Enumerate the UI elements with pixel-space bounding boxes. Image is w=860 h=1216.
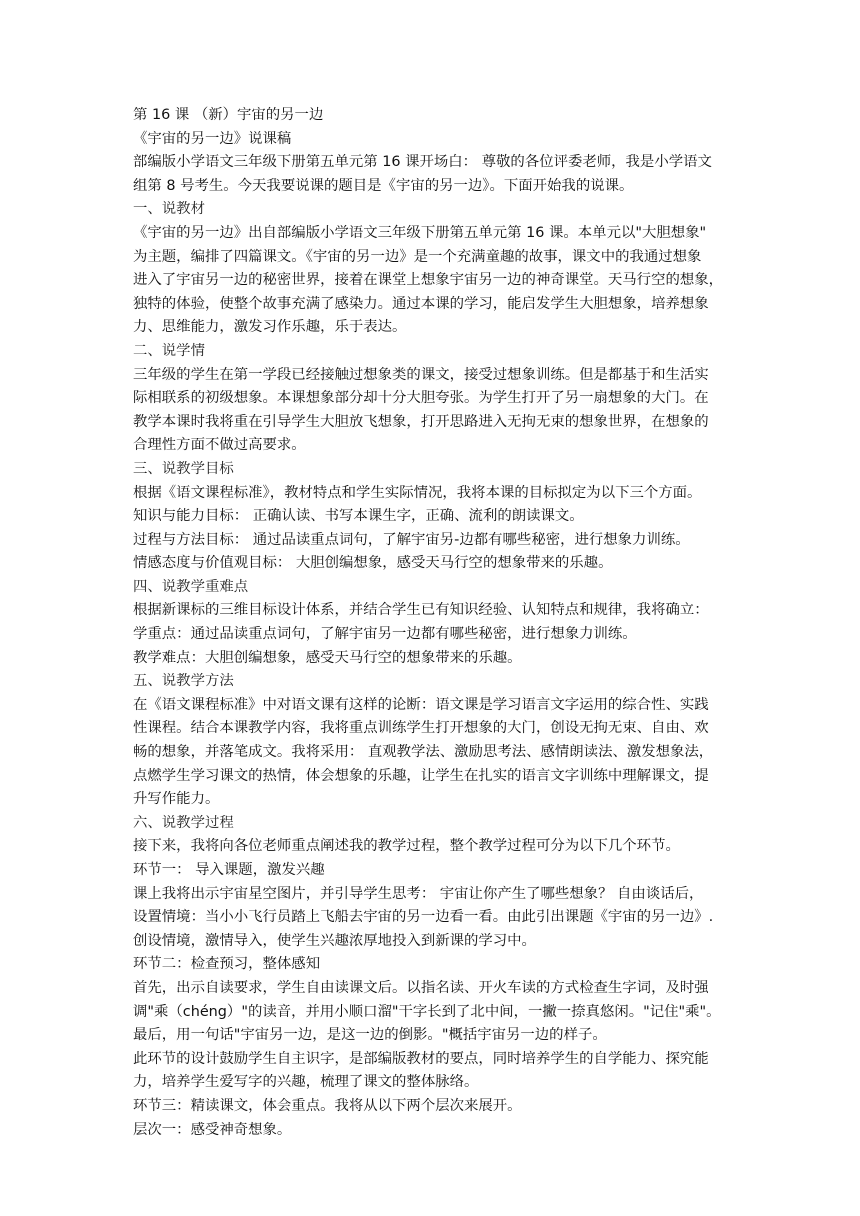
step-one-heading: 环节一： 导入课题，激发兴趣	[133, 862, 325, 878]
students-paragraph-line: 合理性方面不做过高要求。	[133, 437, 306, 454]
objective-process: 过程与方法目标： 通过品读重点词句，了解宇宙另-边都有哪些秘密，进行想象力训练。	[133, 531, 690, 548]
textbook-paragraph-line: 独特的体验，使整个故事充满了感染力。通过本课的学习，能启发学生大胆想象，培养想象	[133, 295, 709, 312]
opening-paragraph-line: 部编版小学语文三年级下册第五单元第 16 课开场白： 尊敬的各位评委老师，我是小学语文	[133, 154, 712, 171]
key-points-paragraph-line: 根据新课标的三维目标设计体系，并结合学生已有知识经验、认知特点和规律，我将确立：	[133, 602, 709, 619]
section-heading-objectives: 三、说教学目标	[133, 460, 234, 477]
section-heading-students: 二、说学情	[133, 342, 205, 359]
step-one-paragraph-line: 课上我将出示宇宙星空图片，并引导学生思考： 宇宙让你产生了哪些想象？ 自由谈话后，	[133, 885, 704, 902]
students-paragraph-line: 际相联系的初级想象。本课想象部分却十分大胆夸张。为学生打开了另一扇想象的大门。在	[133, 390, 709, 407]
level-one-heading: 层次一：感受神奇想象。	[133, 1121, 292, 1138]
key-point-difficulty: 教学难点：大胆创编想象，感受天马行空的想象带来的乐趣。	[133, 649, 522, 666]
textbook-paragraph-line: 为主题，编排了四篇课文。《宇宙的另一边》是一个充满童趣的故事，课文中的我通过想象	[133, 248, 702, 265]
document-page	[133, 104, 733, 1142]
methods-paragraph-line: 升写作能力。	[133, 791, 220, 808]
step-two-paragraph-line: 首先，出示自读要求，学生自由读课文后。以指名读、开火车读的方式检查生字词，及时强	[133, 979, 709, 996]
objective-knowledge: 知识与能力目标： 正确认读、书写本课生字，正确、流利的朗读课文。	[133, 508, 584, 525]
objective-emotion: 情感态度与价值观目标： 大胆创编想象，感受天马行空的想象带来的乐趣。	[133, 555, 613, 572]
textbook-paragraph-line: 进入了宇宙另一边的秘密世界，接着在课堂上想象宇宙另一边的神奇课堂。天马行空的想象，	[133, 272, 724, 289]
process-intro-line: 接下来，我将向各位老师重点阐述我的教学过程，整个教学过程可分为以下几个环节。	[133, 838, 680, 855]
section-heading-key-points: 四、说教学重难点	[133, 578, 249, 595]
section-heading-textbook: 一、说教材	[133, 201, 205, 218]
step-two-paragraph-line: 调"乘（chéng）"的读音，并用小顺口溜"干字长到了北中间，一撇一捺真悠闲。"记住"乘"。	[133, 1003, 721, 1020]
lesson-title: 第 16 课 （新）宇宙的另一边	[133, 107, 324, 123]
step-two-summary-line: 力，培养学生爱写字的兴趣，梳理了课文的整体脉络。	[133, 1074, 479, 1091]
document-subtitle: 《宇宙的另一边》说课稿	[133, 130, 292, 147]
textbook-paragraph-line: 《宇宙的另一边》出自部编版小学语文三年级下册第五单元第 16 课。本单元以"大胆想象"	[133, 224, 707, 241]
methods-paragraph-line: 点燃学生学习课文的热情，体会想象的乐趣，让学生在扎实的语言文字训练中理解课文，提	[133, 767, 709, 784]
opening-paragraph-line: 组第 8 号考生。今天我要说课的题目是《宇宙的另一边》。下面开始我的说课。	[133, 177, 634, 194]
step-three-heading: 环节三：精读课文，体会重点。我将从以下两个层次来展开。	[133, 1097, 522, 1114]
step-one-paragraph-line: 设置情境：当小小飞行员踏上飞船去宇宙的另一边看一看。由此引出课题《宇宙的另一边》.	[133, 909, 714, 926]
students-paragraph-line: 教学本课时我将重在引导学生大胆放飞想象，打开思路进入无拘无束的想象世界，在想象的	[133, 413, 709, 430]
section-heading-methods: 五、说教学方法	[133, 673, 234, 690]
section-heading-process: 六、说教学过程	[133, 814, 234, 831]
methods-paragraph-line: 在《语文课程标准》中对语文课有这样的论断：语文课是学习语言文字运用的综合性、实践	[133, 696, 709, 713]
step-two-summary-line: 此环节的设计鼓励学生自主识字，是部编版教材的要点，同时培养学生的自学能力、探究能	[133, 1050, 709, 1067]
key-point-focus: 学重点：通过品读重点词句，了解宇宙另一边都有哪些秘密，进行想象力训练。	[133, 626, 637, 643]
step-two-paragraph-line: 最后，用一句话"宇宙另一边，是这一边的倒影。"概括宇宙另一边的样子。	[133, 1027, 607, 1044]
methods-paragraph-line: 性课程。结合本课教学内容，我将重点训练学生打开想象的大门，创设无拘无束、自由、欢	[133, 720, 709, 737]
step-two-heading: 环节二：检查预习，整体感知	[133, 956, 321, 973]
step-one-paragraph-line: 创设情境，激情导入，使学生兴趣浓厚地投入到新课的学习中。	[133, 932, 536, 949]
objectives-paragraph-line: 根据《语文课程标准》，教材特点和学生实际情况，我将本课的目标拟定为以下三个方面。	[133, 484, 702, 501]
students-paragraph-line: 三年级的学生在第一学段已经接触过想象类的课文，接受过想象训练。但是都基于和生活实	[133, 366, 709, 383]
methods-paragraph-line: 畅的想象，并落笔成文。我将采用： 直观教学法、激励思考法、感情朗读法、激发想象法，	[133, 744, 714, 761]
textbook-paragraph-line: 力、思维能力，激发习作乐趣，乐于表达。	[133, 319, 407, 336]
